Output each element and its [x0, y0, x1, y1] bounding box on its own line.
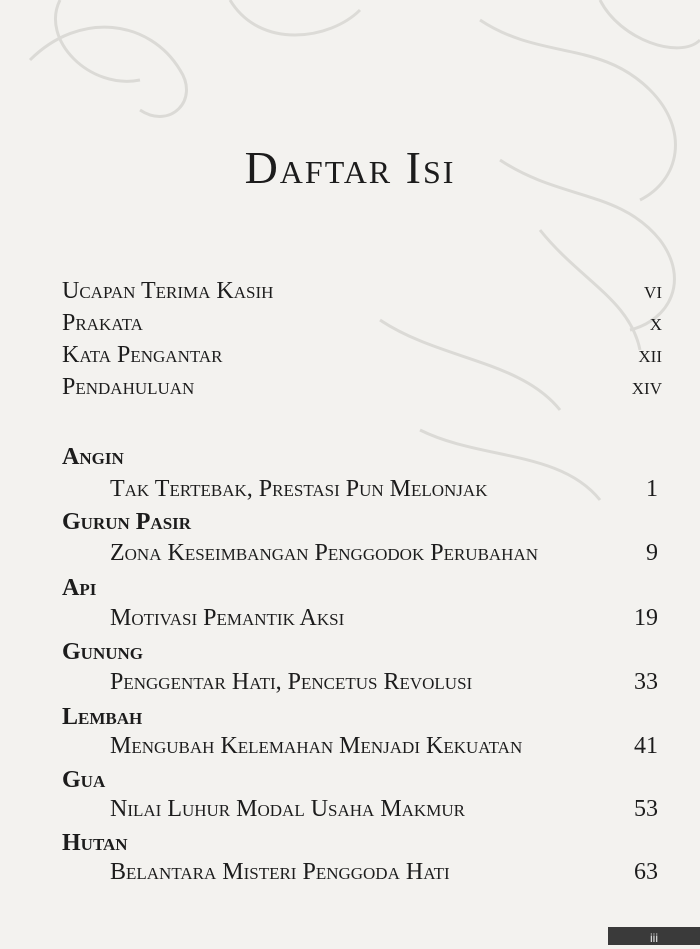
page-number-tab: iii: [608, 927, 700, 945]
toc-chapter-entry: [110, 603, 658, 633]
toc-entry-page: 33: [634, 669, 658, 695]
toc-chapter-entry: [110, 474, 658, 504]
toc-entry-page: 9: [646, 540, 658, 566]
toc-front-item: [62, 276, 662, 306]
toc-chapter-entry: [110, 731, 658, 761]
toc-chapter-heading: Gua: [62, 767, 106, 793]
toc-chapter-heading: Gunung: [62, 639, 143, 665]
toc-chapter-heading: Angin: [62, 444, 124, 470]
toc-chapter-entry: [110, 857, 658, 887]
toc-entry-title: Zona Keseimbangan Penggodok Perubahan: [110, 540, 539, 566]
toc-front-page: xiv: [631, 374, 662, 400]
toc-front-item: [62, 340, 662, 370]
toc-front-page: vi: [644, 278, 662, 304]
toc-entry-title: Penggentar Hati, Pencetus Revolusi: [110, 669, 473, 695]
toc-front-label: Pendahuluan: [62, 374, 195, 400]
toc-chapter-heading: Hutan: [62, 830, 128, 856]
toc-front-item: [62, 372, 662, 402]
toc-front-page: xii: [638, 342, 662, 368]
toc-entry-page: 19: [634, 605, 658, 631]
toc-entry-title: Nilai Luhur Modal Usaha Makmur: [110, 796, 465, 822]
toc-front-page: x: [649, 310, 662, 336]
toc-chapter-heading: Gurun Pasir: [62, 509, 192, 535]
toc-entry-page: 1: [646, 476, 658, 502]
toc-chapter-heading: Lembah: [62, 704, 143, 730]
toc-entry-title: Belantara Misteri Penggoda Hati: [110, 859, 450, 885]
toc-chapter-entry: [110, 667, 658, 697]
toc-front-label: Ucapan Terima Kasih: [62, 278, 274, 304]
toc-entry-title: Tak Tertebak, Prestasi Pun Melonjak: [110, 476, 488, 502]
toc-front-item: [62, 308, 662, 338]
toc-entry-title: Motivasi Pemantik Aksi: [110, 605, 345, 631]
toc-front-label: Prakata: [62, 310, 143, 336]
toc-chapter-entry: [110, 794, 658, 824]
toc-chapter-entry: [110, 538, 658, 568]
toc-front-label: Kata Pengantar: [62, 342, 223, 368]
toc-entry-page: 63: [634, 859, 658, 885]
toc-entry-page: 53: [634, 796, 658, 822]
toc-chapter-heading: Api: [62, 575, 97, 601]
toc-entry-page: 41: [634, 733, 658, 759]
page-title: Daftar Isi: [244, 142, 456, 193]
toc-entry-title: Mengubah Kelemahan Menjadi Kekuatan: [110, 733, 523, 759]
